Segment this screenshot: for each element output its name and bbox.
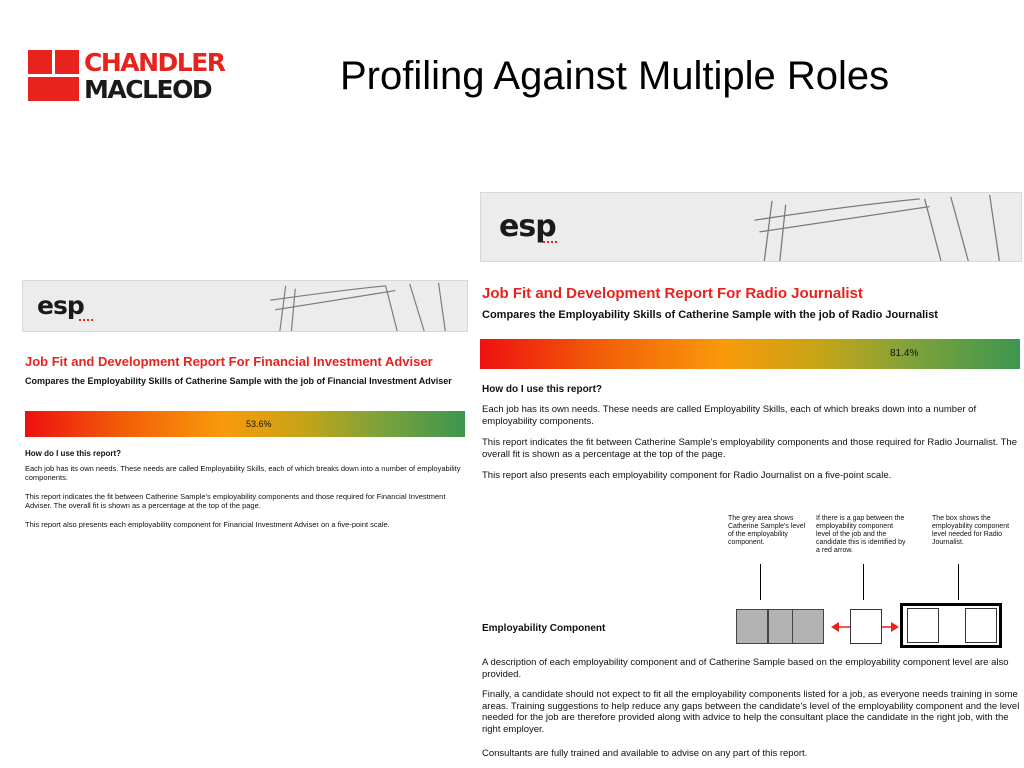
report-paragraph: Finally, a candidate should not expect to fit all the employability components listed for a job, as everyone needs training in some areas. Training suggestions to help reduce any gaps between the candidate's level of the employability component and the level needed for the job are therefore provided along with advice to help the consultant place the candidate in the right job, with the right employer.: [482, 689, 1020, 735]
report-radio-journalist: [480, 192, 1022, 768]
esp-logo: esp: [37, 291, 84, 320]
banner-pen-sketch-icon: [237, 281, 467, 331]
report-paragraph: This report also presents each employability component for Radio Journalist on a five-point scale.: [482, 470, 892, 481]
candidate-level-box: [736, 609, 768, 644]
gap-level-box: [850, 609, 882, 644]
report-paragraph: Each job has its own needs. These needs are called Employability Skills, each of which breaks down into a number of employability components.: [482, 404, 977, 427]
logo-line1: CHANDLER: [84, 48, 225, 77]
slide-title: Profiling Against Multiple Roles: [340, 54, 890, 98]
logo-line2: MACLEOD: [84, 75, 212, 104]
report-title: Job Fit and Development Report For Financial Investment Adviser: [25, 354, 433, 369]
report-paragraph: A description of each employability component and of Catherine Sample based on the employability component level are also provided.: [482, 657, 1009, 680]
annotation-pointer: [863, 564, 864, 600]
esp-logo-dots: [543, 241, 557, 244]
required-level-cell: [907, 608, 939, 643]
report-title: Job Fit and Development Report For Radio Journalist: [482, 285, 863, 302]
report-banner: [22, 280, 468, 332]
report-banner: [480, 192, 1022, 262]
fit-percent: 81.4%: [890, 348, 919, 359]
report-heading: How do I use this report?: [25, 449, 122, 458]
annotation-pointer: [760, 564, 761, 600]
annotation-box: The box shows the employability component level needed for Radio Journalist.: [932, 515, 1010, 546]
report-heading: How do I use this report?: [482, 384, 603, 395]
report-paragraph: Each job has its own needs. These needs are called Employability Skills, each of which breaks down into a number of employability components.: [25, 464, 461, 482]
logo-block: [55, 50, 79, 74]
chandler-macleod-logo: [28, 48, 228, 104]
component-label: Employability Component: [482, 623, 606, 634]
report-paragraph: This report also presents each employability component for Financial Investment Adviser on a five-point scale.: [25, 520, 390, 528]
annotation-pointer: [958, 564, 959, 600]
report-paragraph: Consultants are fully trained and available to advise on any part of this report.: [482, 748, 808, 759]
logo-block: [28, 50, 52, 74]
report-subtitle: Compares the Employability Skills of Catherine Sample with the job of Financial Investment Adviser: [25, 376, 452, 386]
esp-logo-dots: [79, 319, 93, 322]
logo-block: [28, 77, 79, 101]
report-subtitle: Compares the Employability Skills of Catherine Sample with the job of Radio Journalist: [482, 309, 938, 321]
fit-percent: 53.6%: [246, 419, 272, 429]
required-level-cell: [965, 608, 997, 643]
report-paragraph: This report indicates the fit between Catherine Sample's employability components and those required for Radio Journalist. The overall fit is shown as a percentage at the top of the page.: [482, 437, 1017, 460]
fit-bar: [480, 339, 1020, 369]
fit-bar: [25, 411, 465, 437]
annotation-gap-arrow: If there is a gap between the employability component level of the job and the candidate this is identified by a red arrow.: [816, 515, 906, 554]
report-financial-investment-adviser: [22, 280, 468, 528]
esp-logo: esp: [499, 209, 556, 244]
annotation-grey-area: The grey area shows Catherine Sample's level of the employability component.: [728, 515, 806, 546]
report-paragraph: This report indicates the fit between Catherine Sample's employability components and those required for Financial Investment Adviser. The overall fit is shown as a percentage at the top of the page.: [25, 492, 446, 510]
banner-pen-sketch-icon: [731, 193, 1021, 261]
required-level-box: [900, 603, 1002, 648]
candidate-level-box: [792, 609, 824, 644]
